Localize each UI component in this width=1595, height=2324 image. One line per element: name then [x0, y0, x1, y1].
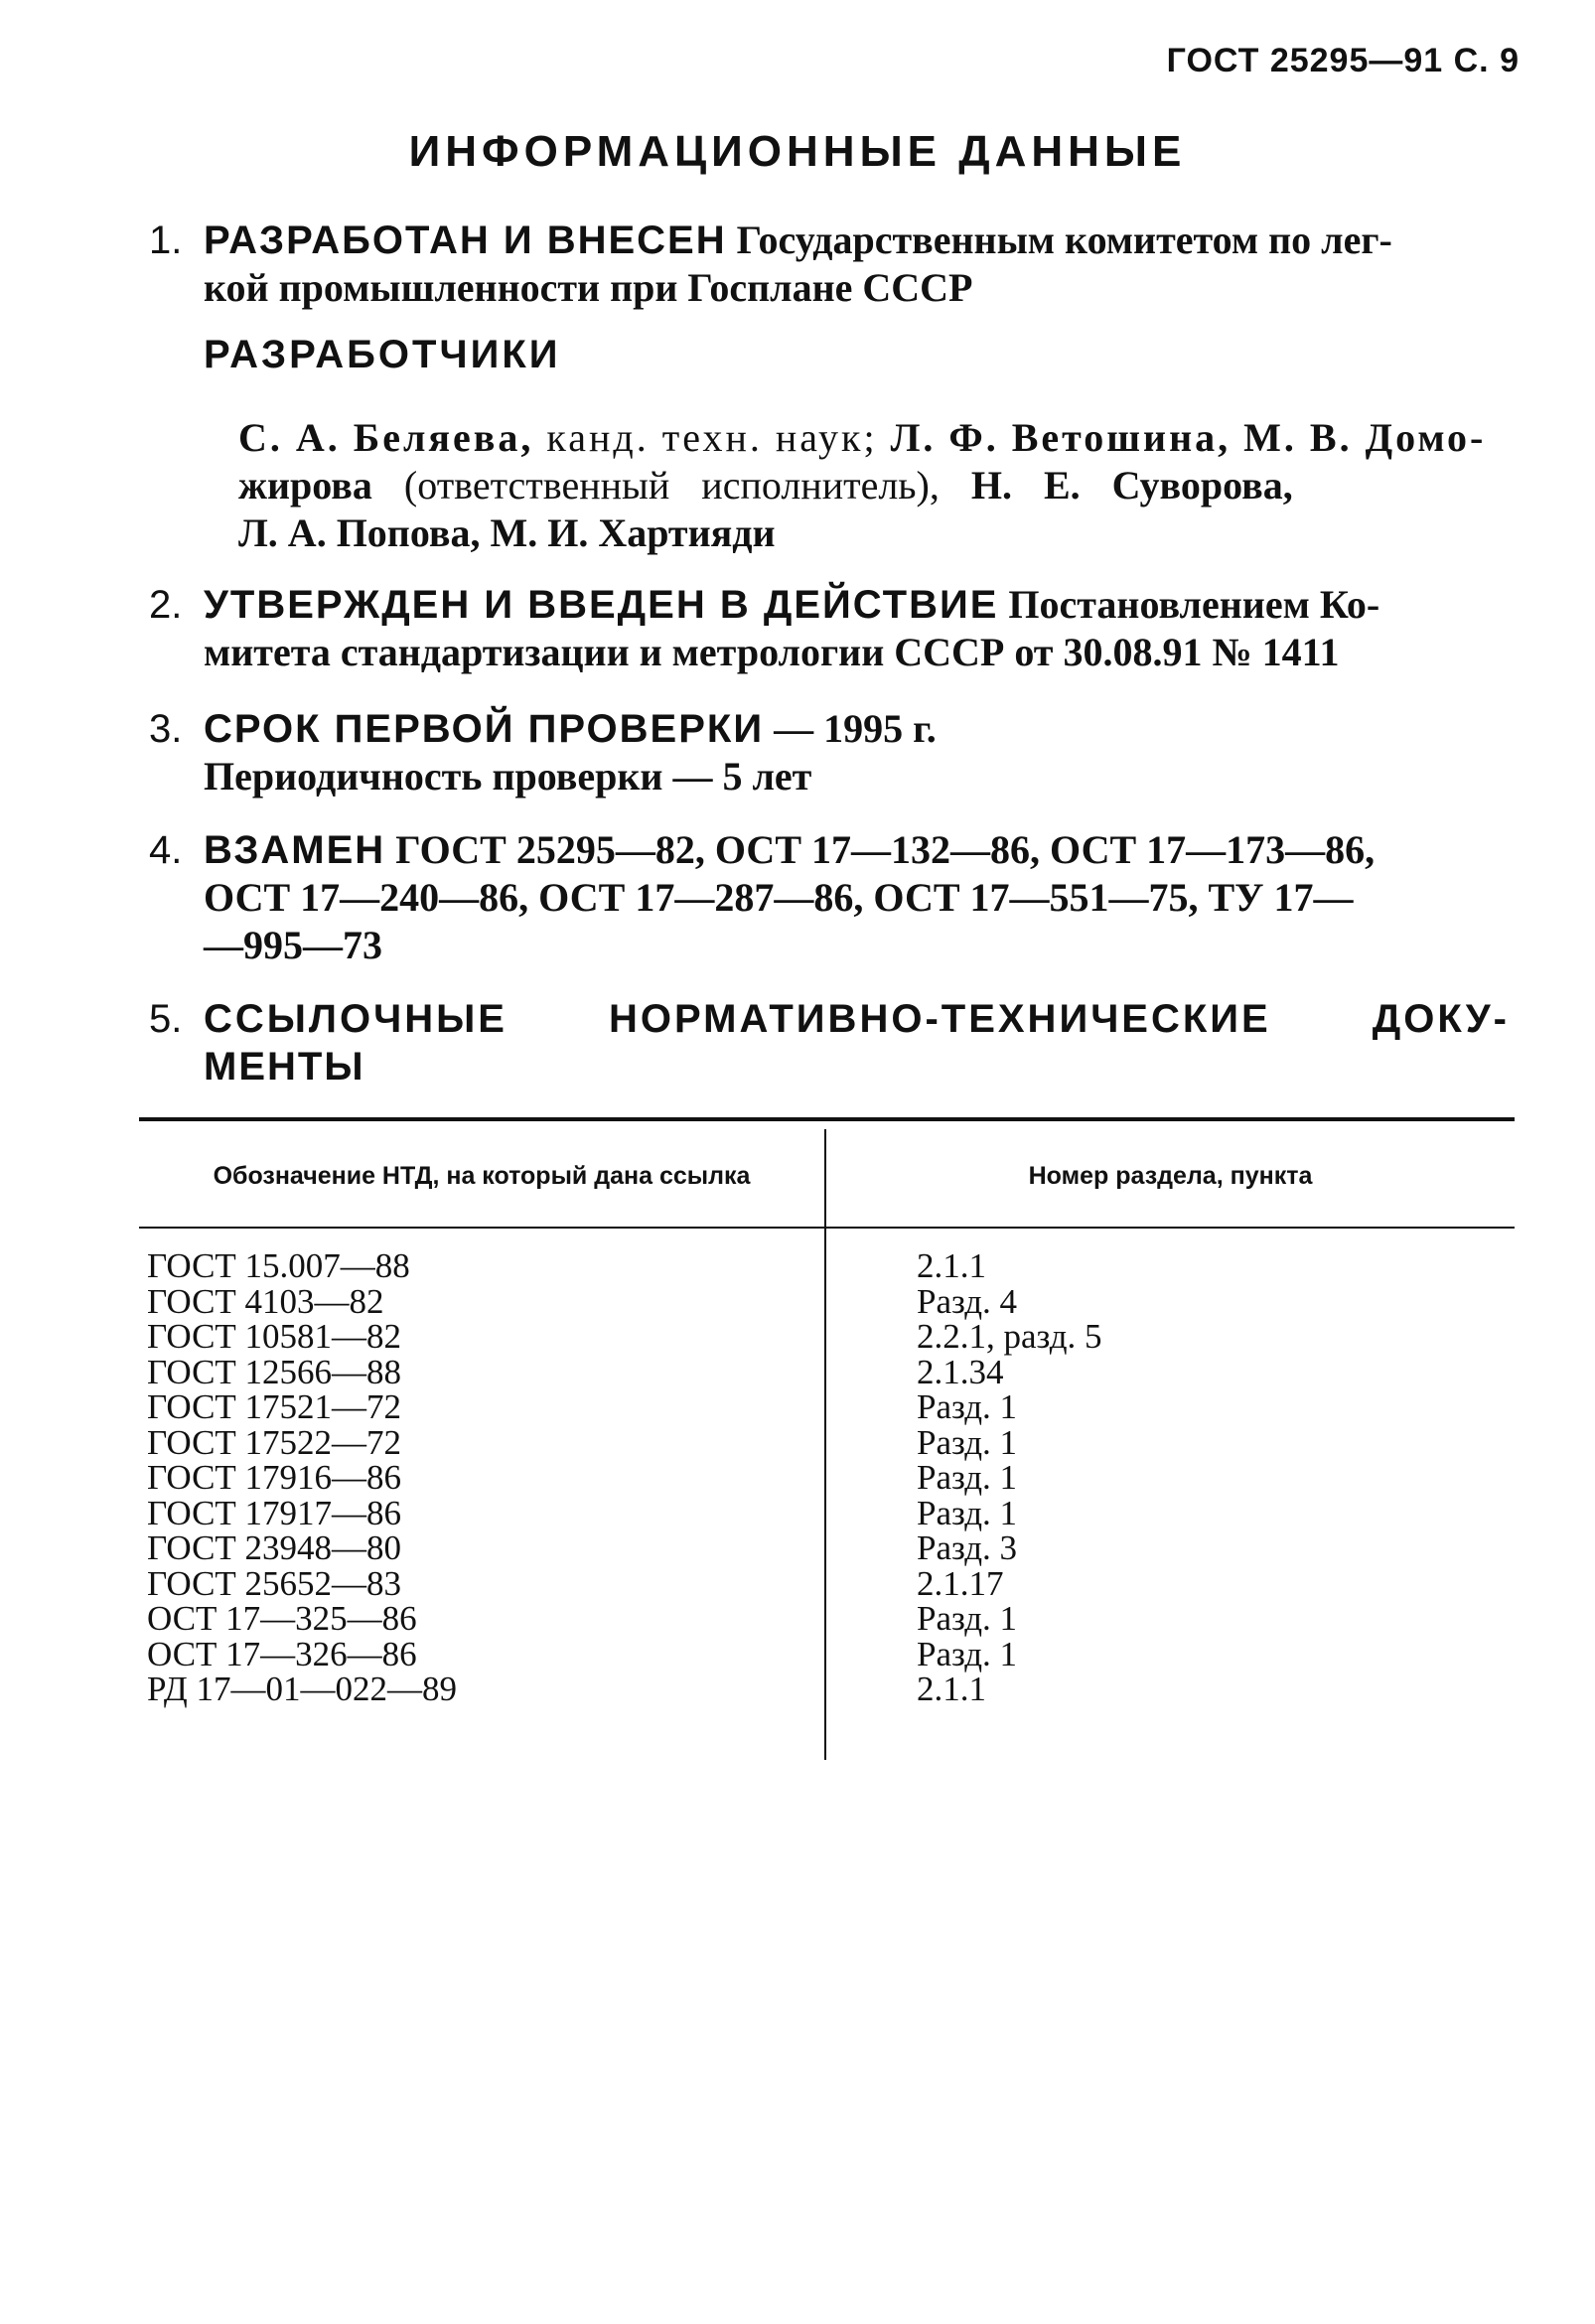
table-cell-ref: Разд. 4 — [917, 1281, 1018, 1321]
developers-list — [238, 414, 1510, 557]
section-4-text-line3: —995—73 — [204, 923, 382, 967]
table-row — [139, 1281, 1515, 1321]
table-cell-doc: ОСТ 17—325—86 — [147, 1599, 417, 1638]
section-4-number: 4. — [149, 828, 183, 872]
section-3-number: 3. — [149, 707, 183, 751]
table-row — [139, 1671, 1515, 1707]
table-cell-ref: Разд. 1 — [917, 1458, 1018, 1497]
table-body — [139, 1248, 1515, 1707]
table-cell-doc: ГОСТ 23948—80 — [147, 1528, 402, 1567]
reference-table — [139, 1117, 1515, 1763]
section-1-text-line1: Государственным комитетом по лег- — [726, 218, 1392, 262]
section-5-word3: ДОКУ- — [1372, 997, 1510, 1041]
section-2-caps: УТВЕРЖДЕН И ВВЕДЕН В ДЕЙСТВИЕ — [204, 583, 999, 627]
table-row — [139, 1422, 1515, 1462]
section-1-text-line2: кой промышленности при Госплане СССР — [204, 265, 973, 310]
table-row — [139, 1319, 1515, 1355]
table-cell-doc: ГОСТ 25652—83 — [147, 1563, 402, 1603]
table-cell-doc: ОСТ 17—326—86 — [147, 1634, 417, 1673]
section-5-line2: МЕНТЫ — [204, 1045, 365, 1089]
table-cell-doc: РД 17—01—022—89 — [147, 1670, 457, 1708]
table-cell-ref: 2.1.17 — [917, 1563, 1004, 1603]
developers-line1 — [238, 414, 1510, 462]
table-row — [139, 1530, 1515, 1566]
table-cell-ref: 2.1.34 — [917, 1352, 1004, 1391]
section-4-caps: ВЗАМЕН — [204, 828, 386, 872]
table-cell-doc: ГОСТ 17521—72 — [147, 1387, 402, 1426]
table-top-rule — [139, 1117, 1515, 1121]
section-3-text-line2: Периодичность проверки — 5 лет — [204, 754, 812, 799]
table-header-rule — [139, 1227, 1515, 1229]
table-row — [139, 1248, 1515, 1284]
table-cell-ref: Разд. 1 — [917, 1634, 1018, 1673]
table-cell-ref: Разд. 3 — [917, 1528, 1018, 1567]
section-5-word2: НОРМАТИВНО-ТЕХНИЧЕСКИЕ — [609, 997, 1271, 1041]
section-2-body — [204, 581, 1510, 676]
developers-line2: жирова (ответственный исполнитель), Н. Е. Суворова, — [238, 463, 1293, 508]
section-3-body — [204, 705, 1510, 800]
developers-line1-text: С. А. Беляева, канд. техн. наук; Л. Ф. Ветошина, М. В. Домо- — [238, 415, 1487, 460]
section-2-text-line2: митета стандартизации и метрологии СССР от 30.08.91 № 1411 — [204, 630, 1340, 674]
section-2-text-line1: Постановлением Ко- — [998, 582, 1380, 627]
table-row — [139, 1601, 1515, 1637]
section-1-body — [204, 217, 1510, 312]
table-cell-ref: Разд. 1 — [917, 1387, 1018, 1426]
table-cell-doc: ГОСТ 15.007—88 — [147, 1246, 410, 1285]
table-cell-doc: ГОСТ 4103—82 — [147, 1281, 384, 1321]
section-5-line1 — [204, 995, 1510, 1043]
table-cell-ref: Разд. 1 — [917, 1599, 1018, 1638]
developers-heading: РАЗРАБОТЧИКИ — [204, 333, 561, 376]
section-4-text-line2: ОСТ 17—240—86, ОСТ 17—287—86, ОСТ 17—551—75, ТУ 17— — [204, 875, 1354, 920]
table-cell-ref: Разд. 1 — [917, 1493, 1018, 1532]
table-header-doc: Обозначение НТД, на который дана ссылка — [213, 1162, 751, 1190]
table-cell-doc: ГОСТ 10581—82 — [147, 1317, 402, 1356]
table-row — [139, 1389, 1515, 1425]
table-cell-doc: ГОСТ 12566—88 — [147, 1352, 402, 1391]
table-row — [139, 1563, 1515, 1603]
section-1-number: 1. — [149, 218, 183, 262]
section-2-number: 2. — [149, 583, 183, 627]
section-4-body — [204, 826, 1510, 969]
section-5-word1: ССЫЛОЧНЫЕ — [204, 997, 508, 1041]
developers-line3: Л. А. Попова, М. И. Хартияди — [238, 510, 776, 555]
section-5-body — [204, 995, 1510, 1090]
section-3-caps: СРОК ПЕРВОЙ ПРОВЕРКИ — [204, 707, 765, 751]
table-row — [139, 1460, 1515, 1496]
page-header: ГОСТ 25295—91 С. 9 — [1166, 42, 1520, 79]
section-1-caps: РАЗРАБОТАН И ВНЕСЕН — [204, 218, 727, 262]
table-header-ref: Номер раздела, пункта — [1028, 1162, 1313, 1190]
page-title: ИНФОРМАЦИОННЫЕ ДАННЫЕ — [408, 127, 1187, 176]
table-row — [139, 1493, 1515, 1532]
section-5-number: 5. — [149, 997, 183, 1041]
table-row — [139, 1634, 1515, 1673]
table-cell-doc: ГОСТ 17916—86 — [147, 1458, 402, 1497]
section-4-text-line1: ГОСТ 25295—82, ОСТ 17—132—86, ОСТ 17—173—86, — [385, 827, 1376, 872]
table-cell-doc: ГОСТ 17522—72 — [147, 1422, 402, 1462]
table-cell-ref: 2.1.1 — [917, 1246, 986, 1285]
table-cell-ref: Разд. 1 — [917, 1422, 1018, 1462]
table-cell-doc: ГОСТ 17917—86 — [147, 1493, 402, 1532]
table-cell-ref: 2.2.1, разд. 5 — [917, 1317, 1102, 1356]
table-row — [139, 1352, 1515, 1391]
section-3-text-line1: — 1995 г. — [764, 706, 937, 751]
table-cell-ref: 2.1.1 — [917, 1670, 986, 1708]
